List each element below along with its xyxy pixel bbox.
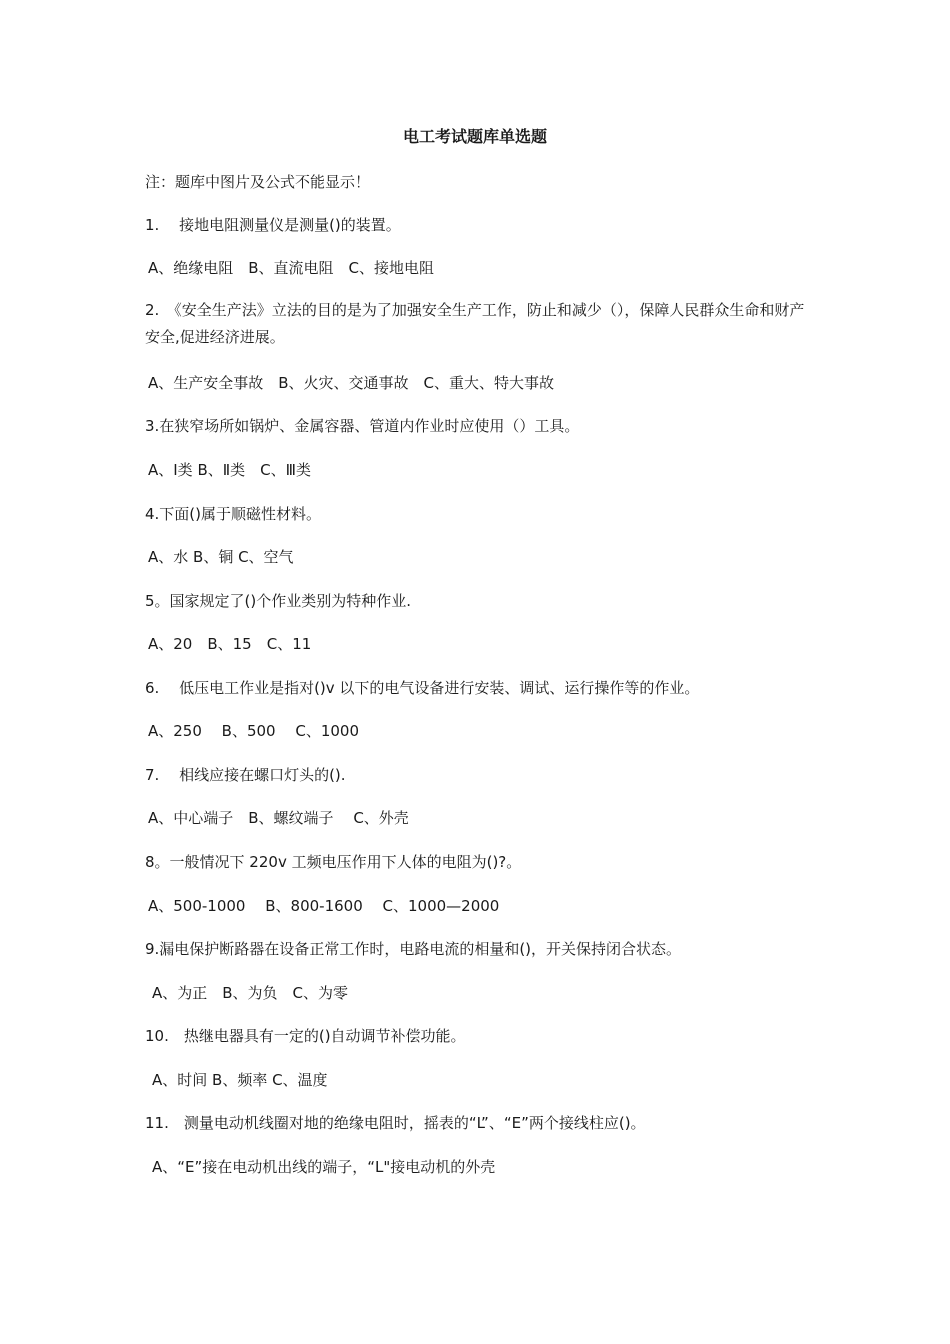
question-2: 2. 《安全生产法》立法的目的是为了加强安全生产工作，防止和减少（），保障人民群众生命和财产安全,促进经济进展。	[145, 301, 805, 346]
question-4: 4.下面()属于顺磁性材料。	[145, 505, 322, 523]
question-7: 7. 相线应接在螺口灯头的().	[145, 766, 346, 784]
options-1: A、绝缘电阻 B、直流电阻 C、接地电阻	[148, 259, 435, 277]
options-2: A、生产安全事故 B、火灾、交通事故 C、重大、特大事故	[148, 374, 555, 392]
question-8: 8。一般情况下 220v 工频电压作用下人体的电阻为()?。	[145, 853, 522, 871]
question-11: 11. 测量电动机线圈对地的绝缘电阻时，摇表的“L”、“E”两个接线柱应()。	[145, 1114, 646, 1132]
question-3: 3.在狭窄场所如锅炉、金属容器、管道内作业时应使用（）工具。	[145, 417, 580, 435]
options-7: A、中心端子 B、螺纹端子 C、外壳	[148, 809, 409, 827]
options-3: A、Ⅰ类 B、Ⅱ类 C、Ⅲ类	[148, 461, 311, 479]
question-10: 10. 热继电器具有一定的()自动调节补偿功能。	[145, 1027, 466, 1045]
options-11: A、“E”接在电动机出线的端子，“L"接电动机的外壳	[152, 1158, 496, 1176]
question-9: 9.漏电保护断路器在设备正常工作时，电路电流的相量和()，开关保持闭合状态。	[145, 940, 682, 958]
question-6: 6. 低压电工作业是指对()v 以下的电气设备进行安装、调试、运行操作等的作业。	[145, 679, 700, 697]
page-title: 电工考试题库单选题	[402, 127, 547, 146]
options-6: A、250 B、500 C、1000	[148, 722, 359, 740]
options-8: A、500-1000 B、800-1600 C、1000—2000	[148, 897, 500, 915]
options-4: A、水 B、铜 C、空气	[148, 548, 294, 566]
options-9: A、为正 B、为负 C、为零	[152, 984, 349, 1002]
options-5: A、20 B、15 C、11	[148, 635, 312, 653]
question-1: 1. 接地电阻测量仪是测量()的装置。	[145, 216, 401, 234]
question-5: 5。国家规定了()个作业类别为特种作业.	[145, 592, 412, 610]
options-10: A、时间 B、频率 C、温度	[152, 1071, 328, 1089]
note-text: 注：题库中图片及公式不能显示！	[145, 173, 371, 191]
